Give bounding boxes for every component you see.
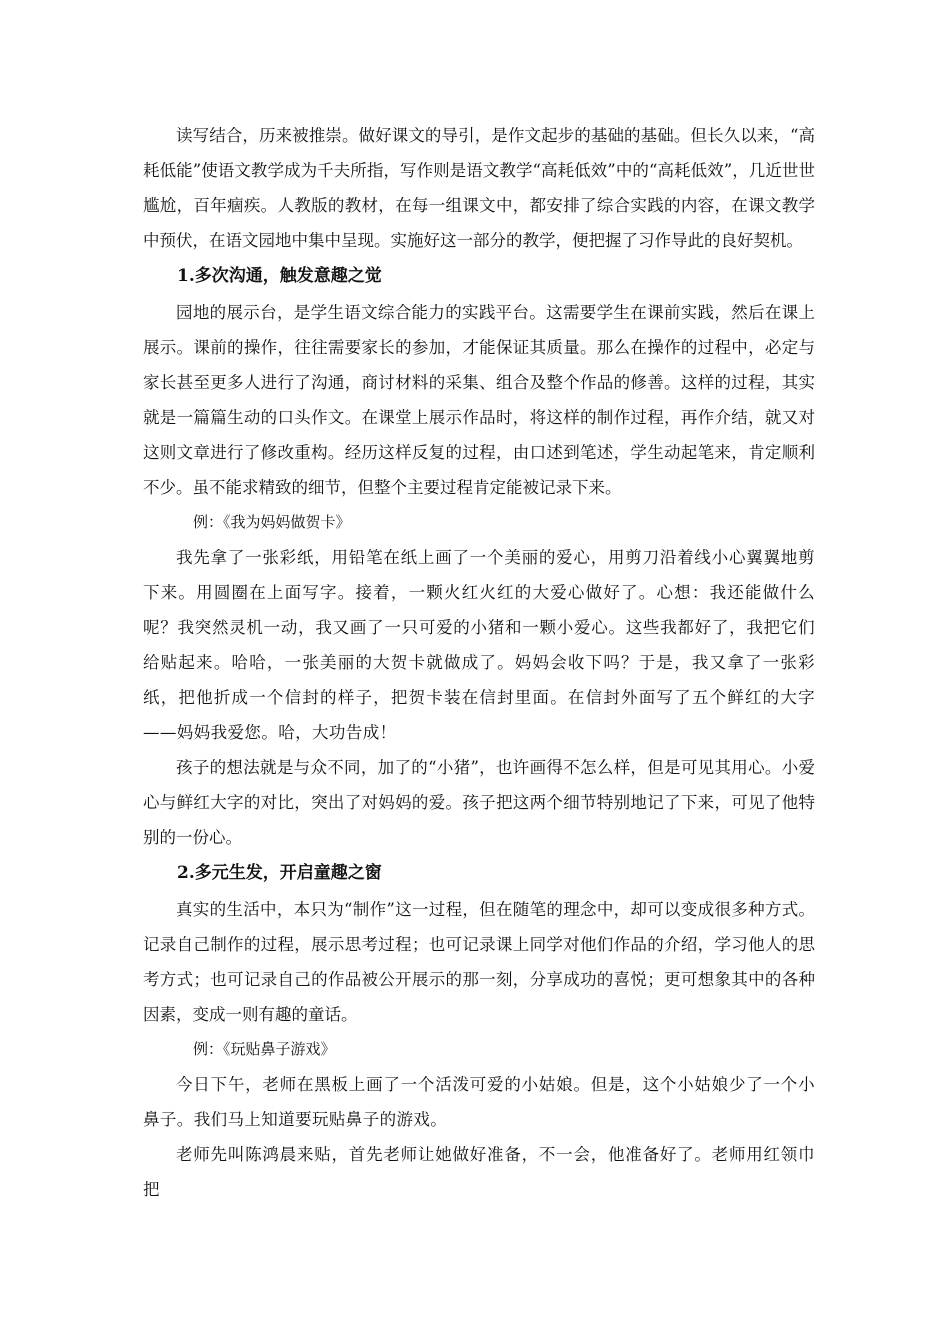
section-1-comment: 孩子的想法就是与众不同，加了的“小猪”，也许画得不怎么样，但是可见其用心。小爱心与鲜红大字的对比，突出了对妈妈的爱。孩子把这两个细节特别地记了下来，可见了他特别的一份心。 <box>143 758 815 847</box>
intro-paragraph: 读写结合，历来被推崇。做好课文的导引，是作文起步的基础的基础。但长久以来，“高耗低能”使语文教学成为千夫所指，写作则是语文教学“高耗低效”中的“高耗低效”，几近世世尴尬，百年痼疾。人教版的教材，在每一组课文中，都安排了综合实践的内容，在课文教学中预伏，在语文园地中集中呈现。实施好这一部分的教学，便把握了习作导此的良好契机。 <box>143 126 815 250</box>
section-2-paragraph: 真实的生活中，本只为“制作”这一过程，但在随笔的理念中，却可以变成很多种方式。记录自己制作的过程，展示思考过程；也可记录课上同学对他们作品的介绍，学习他人的思考方式；也可记录自己的作品被公开展示的那一刻，分享成功的喜悦；更可想象其中的各种因素，变成一则有趣的童话。 <box>143 900 815 1024</box>
example-1-text: 我先拿了一张彩纸，用铅笔在纸上画了一个美丽的爱心，用剪刀沿着线小心翼翼地剪下来。用圆圈在上面写字。接着，一颗火红火红的大爱心做好了。心想：我还能做什么呢？我突然灵机一动，我又画了一只可爱的小猪和一颗小爱心。这些我都好了，我把它们给贴起来。哈哈，一张美丽的大贺卡就做成了。妈妈会收下吗？于是，我又拿了一张彩纸，把他折成一个信封的样子，把贺卡装在信封里面。在信封外面写了五个鲜红的大字——妈妈我爱您。哈，大功告成！ <box>143 548 815 742</box>
example-1-title: 例：《我为妈妈做贺卡》 <box>193 513 351 531</box>
section-1-heading: 1.多次沟通，触发意趣之觉 <box>177 266 382 286</box>
section-1-paragraph: 园地的展示台，是学生语文综合能力的实践平台。这需要学生在课前实践，然后在课上展示。课前的操作，往往需要家长的参加，才能保证其质量。那么在操作的过程中，必定与家长甚至更多人进行了沟通，商讨材料的采集、组合及整个作品的修善。这样的过程，其实就是一篇篇生动的口头作文。在课堂上展示作品时，将这样的制作过程，再作介结，就又对这则文章进行了修改重构。经历这样反复的过程，由口述到笔述，学生动起笔来，肯定顺利不少。虽不能求精致的细节，但整个主要过程肯定能被记录下来。 <box>143 303 815 497</box>
document-page <box>143 118 815 1207</box>
example-2-text-1: 今日下午，老师在黑板上画了一个活泼可爱的小姑娘。但是，这个小姑娘少了一个小鼻子。我们马上知道要玩贴鼻子的游戏。 <box>143 1075 815 1129</box>
section-2-heading: 2.多元生发，开启童趣之窗 <box>177 863 382 883</box>
example-2-title: 例：《玩贴鼻子游戏》 <box>193 1040 336 1058</box>
example-2-text-2: 老师先叫陈鸿晨来贴，首先老师让她做好准备，不一会，他准备好了。老师用红领巾把 <box>143 1145 815 1199</box>
